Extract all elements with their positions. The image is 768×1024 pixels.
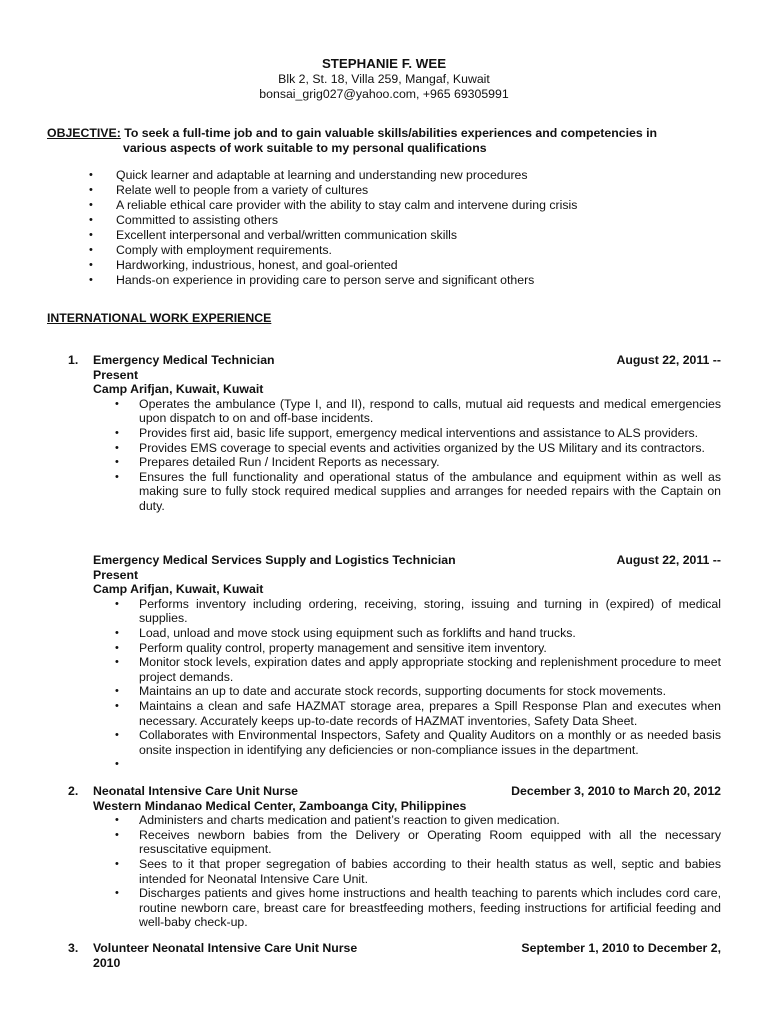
job-entry	[68, 784, 721, 930]
job-entry	[68, 353, 721, 514]
job-header	[68, 784, 721, 799]
duty-item: • Provides EMS coverage to special events and activities organized by the US Military and its contractors.	[115, 441, 721, 456]
applicant-name: STEPHANIE F. WEE	[321, 56, 447, 71]
job-date-end: Present	[93, 367, 139, 382]
skill-item: • A reliable ethical care provider with the ability to stay calm and intervene during crisis	[89, 198, 729, 213]
duty-item: • Monitor stock levels, expiration dates and apply appropriate stocking and replenishment procedure to meet project demands.	[115, 655, 721, 684]
duty-item: • Perform quality control, property management and sensitive item inventory.	[115, 641, 721, 656]
skill-item: • Hands-on experience in providing care to person serve and significant others	[89, 273, 729, 288]
duty-item: • Performs inventory including ordering, receiving, storing, issuing and turning in (expired) of medical supplies.	[115, 597, 721, 626]
duty-item	[115, 757, 721, 772]
job-number: 1.	[68, 353, 79, 367]
objective-text-line2: various aspects of work suitable to my personal qualifications	[123, 140, 487, 155]
skill-item: • Comply with employment requirements.	[89, 243, 729, 258]
duty-item: • Operates the ambulance (Type I, and II), respond to calls, mutual aid requests and medical emergencies upon dispatch to on and off-base incidents.	[115, 397, 721, 426]
duty-item: • Provides first aid, basic life support, emergency medical interventions and assistance to ALS providers.	[115, 426, 721, 441]
address-line: Blk 2, St. 18, Villa 259, Mangaf, Kuwait	[278, 72, 490, 86]
job-header	[68, 553, 721, 582]
duty-item: • Discharges patients and gives home instructions and health teaching to parents which includes cord care, routine newborn care, breast care for breastfeeding mothers, feeding instructions for artificial feeding and well-baby check-up.	[115, 886, 721, 930]
duty-item: • Prepares detailed Run / Incident Reports as necessary.	[115, 455, 721, 470]
skills-list	[89, 168, 729, 288]
duty-list	[68, 813, 721, 930]
job-location: Camp Arifjan, Kuwait, Kuwait	[93, 582, 264, 597]
skill-item: • Excellent interpersonal and verbal/written communication skills	[89, 228, 729, 243]
job-date-end: Present	[93, 567, 139, 582]
job-number: 2.	[68, 784, 79, 798]
duty-item: • Collaborates with Environmental Inspectors, Safety and Quality Auditors on a monthly or as needed basis onsite inspection in identifying any deficiencies or non-compliance issues in the department.	[115, 728, 721, 757]
job-entry	[68, 553, 721, 772]
job-location: Camp Arifjan, Kuwait, Kuwait	[93, 382, 264, 397]
job-location: Western Mindanao Medical Center, Zamboanga City, Philippines	[93, 798, 467, 813]
duty-list	[68, 397, 721, 514]
duty-item: • Sees to it that proper segregation of babies according to their health status as well, septic and babies intended for Neonatal Intensive Care Unit.	[115, 857, 721, 886]
duty-item: • Maintains a clean and safe HAZMAT storage area, prepares a Spill Response Plan and executes when necessary. Accurately keeps up-to-date records of HAZMAT inventories, Safety Data Sheet.	[115, 699, 721, 728]
job-title: Emergency Medical Technician	[93, 353, 275, 367]
duty-list	[68, 597, 721, 772]
job-title: Neonatal Intensive Care Unit Nurse	[93, 784, 299, 798]
duty-item: • Ensures the full functionality and operational status of the ambulance and equipment within as well as making sure to fully stock required medical supplies and arranges for needed repairs with the Captain on duty.	[115, 470, 721, 514]
skill-item: • Relate well to people from a variety of cultures	[89, 183, 729, 198]
contact-line: bonsai_grig027@yahoo.com, +965 69305991	[259, 87, 509, 101]
job-header	[68, 353, 721, 382]
job-header	[68, 941, 721, 970]
skill-item: • Committed to assisting others	[89, 213, 729, 228]
job-title: Emergency Medical Services Supply and Logistics Technician	[93, 553, 456, 567]
duty-item: • Administers and charts medication and patient’s reaction to given medication.	[115, 813, 721, 828]
objective-section	[47, 126, 727, 155]
job-date: August 22, 2011 --	[616, 553, 721, 567]
job-number: 3.	[68, 941, 79, 955]
job-date: August 22, 2011 --	[616, 353, 721, 367]
objective-text-line1: To seek a full-time job and to gain valuable skills/abilities experiences and competencies in	[124, 126, 658, 140]
duty-item: • Load, unload and move stock using equipment such as forklifts and hand trucks.	[115, 626, 721, 641]
skill-item: • Quick learner and adaptable at learning and understanding new procedures	[89, 168, 729, 183]
section-title-work-experience: INTERNATIONAL WORK EXPERIENCE	[47, 311, 272, 325]
skill-item: • Hardworking, industrious, honest, and goal-oriented	[89, 258, 729, 273]
duty-item: • Receives newborn babies from the Delivery or Operating Room equipped with all the necessary resuscitative equipment.	[115, 828, 721, 857]
job-date: September 1, 2010 to December 2,	[521, 941, 721, 955]
job-date-end: 2010	[93, 955, 121, 970]
job-title: Volunteer Neonatal Intensive Care Unit Nurse	[93, 941, 358, 955]
job-date: December 3, 2010 to March 20, 2012	[511, 784, 721, 798]
objective-label: OBJECTIVE:	[47, 126, 121, 140]
resume-header	[0, 56, 768, 102]
duty-item: • Maintains an up to date and accurate stock records, supporting documents for stock movements.	[115, 684, 721, 699]
job-entry	[68, 941, 721, 970]
